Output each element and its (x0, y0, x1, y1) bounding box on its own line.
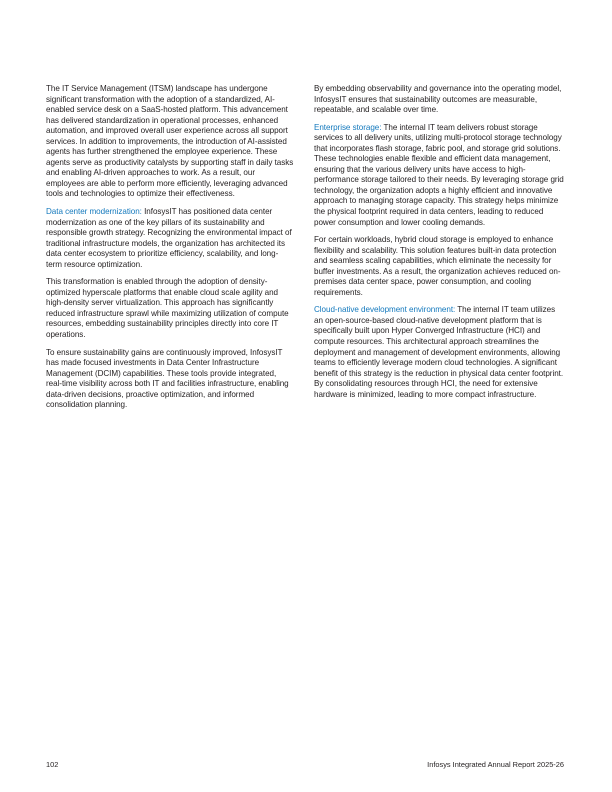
cloud-native-paragraph (314, 305, 564, 400)
report-title: Infosys Integrated Annual Report 2025-26 (427, 760, 564, 769)
enterprise-storage-paragraph (314, 123, 564, 228)
dcim-paragraph: To ensure sustainability gains are continuously improved, InfosysIT has made focused investments in Data Center Infrastructure Management (DCIM) capabilities. These tools provide integrated, real-time visibility across both IT and facilities infrastructure, enabling data-driven decisions, proactive optimization, and informed consolidation planning. (46, 347, 289, 410)
data-center-paragraph (46, 207, 294, 270)
observability-paragraph: By embedding observability and governance into the operating model, InfosysIT ensures that sustainability outcomes are measurable, repeatable, and scalable over time. (314, 84, 562, 115)
enterprise-storage-body: The internal IT team delivers robust storage services to all delivery units, utilizing multi-protocol storage technology that incorporates flash storage, fabric pool, and storage grid solutions. These technologies enable flexible and efficient data management, ensuring that the various delivery units have access to high-performance storage tailored to their needs. By leveraging storage grid technology, the organization adopts a highly efficient and innovative approach to managing storage capacity. This strategy helps minimize the physical footprint required in data centers, leading to reduced power consumption and lower cooling demands. (314, 122, 564, 227)
data-center-heading: Data center modernization: (46, 207, 142, 217)
data-center-body: InfosysIT has positioned data center modernization as one of the key pillars of its sustainability and responsible growth strategy. Recognizing the environmental impact of traditional infrastructure models, the organization has architected its data center ecosystem to prioritize efficiency, scalability, and long-term resource optimization. (46, 207, 292, 269)
page-number: 102 (46, 760, 59, 769)
right-column (314, 84, 564, 407)
hyperscale-paragraph: This transformation is enabled through the adoption of density-optimized hyperscale platforms that enable cloud scale agility and high-density server virtualization. This approach has significantly reduced infrastructure sprawl while maximizing utilization of compute resources, embedding sustainability principles directly into core IT operations. (46, 277, 289, 340)
cloud-native-body: The internal IT team utilizes an open-source-based cloud-native development platform that is specifically built upon Hyper Converged Infrastructure (HCI) and compute resources. This architectural approach streamlines the deployment and management of development environments, allowing teams to efficiently leverage modern cloud technologies. A significant benefit of this strategy is the reduction in physical data center footprint. By consolidating resources through HCI, the need for extensive hardware is minimized, leading to more compact infrastructure. (314, 305, 564, 399)
cloud-native-heading: Cloud-native development environment: (314, 305, 456, 315)
enterprise-storage-heading: Enterprise storage: (314, 122, 382, 132)
hybrid-cloud-paragraph: For certain workloads, hybrid cloud storage is employed to enhance flexibility and scalability. This solution features built-in data protection and seamless scaling capabilities, which eliminate the necessity for buffer investments. As a result, the organization achieves reduced on-premises data center space, power consumption, and cooling requirements. (314, 235, 561, 297)
itsm-paragraph: The IT Service Management (ITSM) landscape has undergone significant transformation with the adoption of a standardized, AI-enabled service desk on a SaaS-hosted platform. This advancement has delivered standardization in operational processes, enhanced automation, and improved overall user experience across all support services. In addition to improvements, the introduction of AI-assisted agents has further strengthened the employee experience. These agents serve as productivity catalysts by supporting staff in daily tasks and enabling AI-driven approaches to work. As a result, our employees are able to perform more efficiently, leveraging advanced tools and technologies to optimize their effectiveness. (46, 84, 294, 199)
left-column (46, 84, 294, 418)
